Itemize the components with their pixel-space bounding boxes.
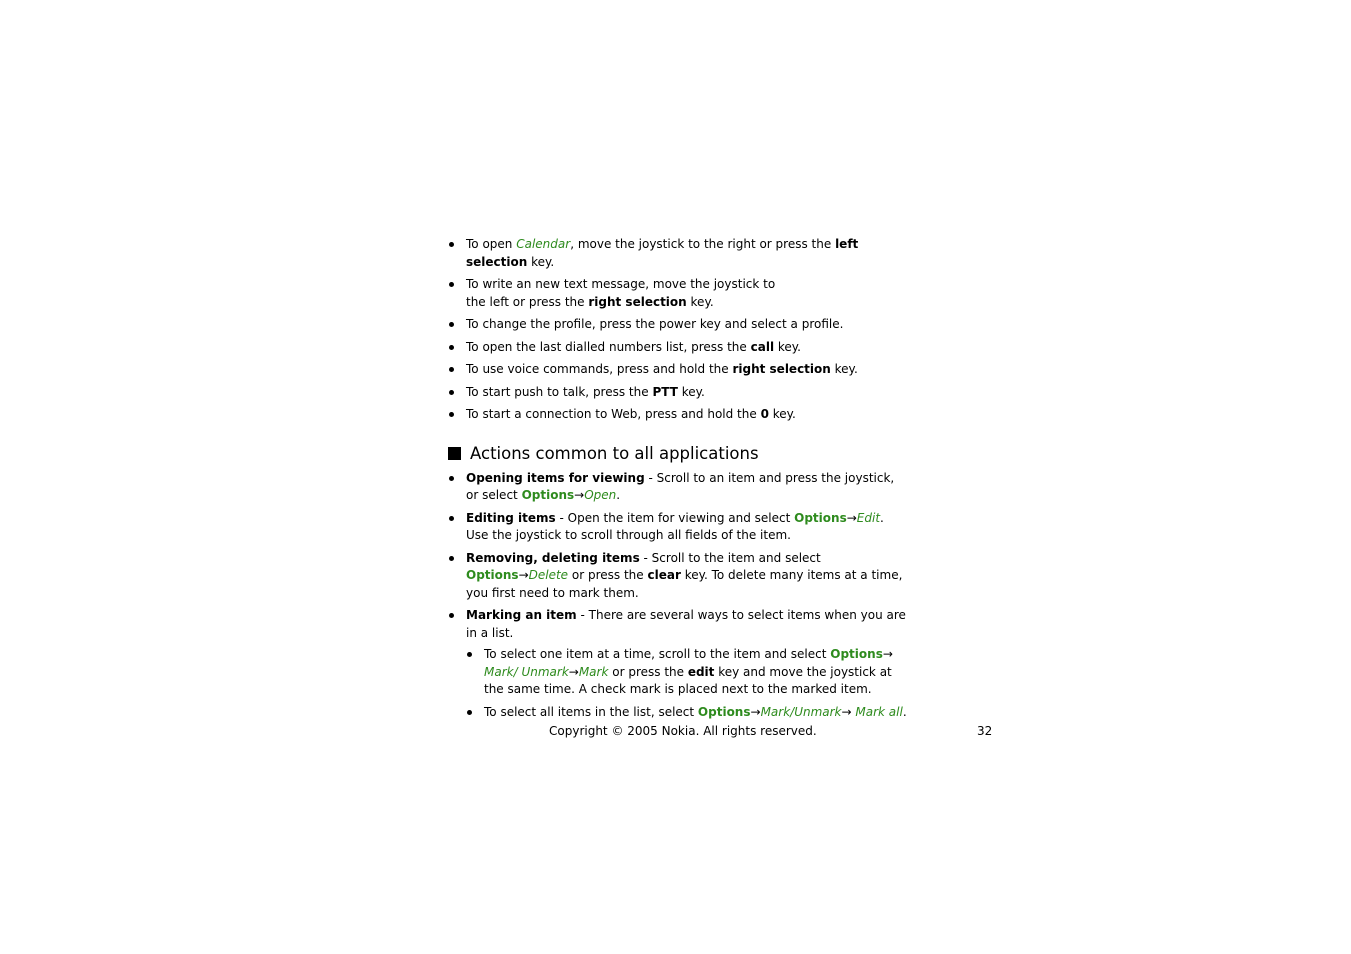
menu-term: Edit (856, 510, 881, 525)
list-item: To open the last dialled numbers list, press the call key. (448, 339, 908, 357)
key-name: PTT (652, 384, 678, 399)
key-name: right selection (732, 362, 831, 376)
menu-term: Open (584, 488, 617, 502)
list-item: To select all items in the list, select Options→Mark/Unmark→ Mark all. (466, 704, 908, 722)
list-item: To open Calendar, move the joystick to the right or press the left selection key. (448, 236, 908, 271)
options-menu-term: Options (466, 568, 519, 582)
page-number: 32 (977, 724, 993, 738)
menu-term: Mark/Unmark (760, 704, 842, 719)
menu-term: Mark (578, 664, 609, 679)
arrow-icon: → (846, 510, 857, 525)
list-item: To use voice commands, press and hold the right selection key. (448, 361, 908, 379)
menu-term: Mark/ Unmark (484, 664, 569, 679)
arrow-icon: → (841, 704, 856, 719)
key-name: right selection (588, 294, 687, 309)
options-menu-term: Options (521, 488, 575, 502)
list-item: Opening items for viewing - Scroll to an item and press the joystick, or select Options→Open. (448, 470, 908, 505)
options-menu-term: Options (794, 510, 847, 525)
list-item: To start push to talk, press the PTT key. (448, 384, 908, 402)
key-name: edit (687, 664, 715, 679)
marking-sublist (466, 646, 908, 721)
list-item: To start a connection to Web, press and hold the 0 key. (448, 406, 908, 424)
menu-term: Delete (528, 568, 569, 582)
shortcut-list (448, 236, 908, 424)
arrow-icon: → (882, 647, 893, 661)
list-item: Editing items - Open the item for viewing and select Options→Edit. Use the joystick to scroll through all fields of the item. (448, 510, 908, 545)
square-bullet-icon (448, 447, 461, 460)
key-name: left selection (466, 237, 859, 269)
page-content (448, 236, 908, 726)
options-menu-term: Options (830, 647, 883, 661)
options-menu-term: Options (697, 704, 751, 719)
list-item: To change the profile, press the power key and select a profile. (448, 316, 908, 334)
actions-list (448, 470, 908, 722)
arrow-icon: → (750, 704, 761, 719)
menu-term: Calendar (516, 237, 571, 251)
arrow-icon: → (568, 664, 579, 679)
list-item: Removing, deleting items - Scroll to the item and select Options→Delete or press the clear key. To delete many items at a time, you first need to mark them. (448, 550, 908, 603)
key-name: call (750, 339, 775, 354)
arrow-icon: → (518, 568, 529, 582)
list-item: To select one item at a time, scroll to the item and select Options→ Mark/ Unmark→Mark or press the edit key and move the joystick at the same time. A check mark is placed next to the marked item. (466, 646, 908, 699)
key-name: clear (647, 568, 681, 582)
key-name: 0 (760, 407, 769, 421)
menu-term: Mark all (855, 704, 903, 719)
list-item: To write an new text message, move the joystick to the left or press the right selection key. (448, 276, 796, 311)
list-item: Marking an item - There are several ways to select items when you are in a list. To select one item at a time, scroll to the item and select Options→ Mark/ Unmark→Mark or press the edit key and move the joystick at the same time. A check mark is placed next to the marked item. To select all items in the list, select Options→Mark/Unmark→ Mark all. (448, 607, 908, 721)
copyright-footer: Copyright © 2005 Nokia. All rights reserved. (549, 724, 817, 738)
section-heading: Actions common to all applications (448, 444, 908, 464)
arrow-icon: → (574, 488, 585, 502)
